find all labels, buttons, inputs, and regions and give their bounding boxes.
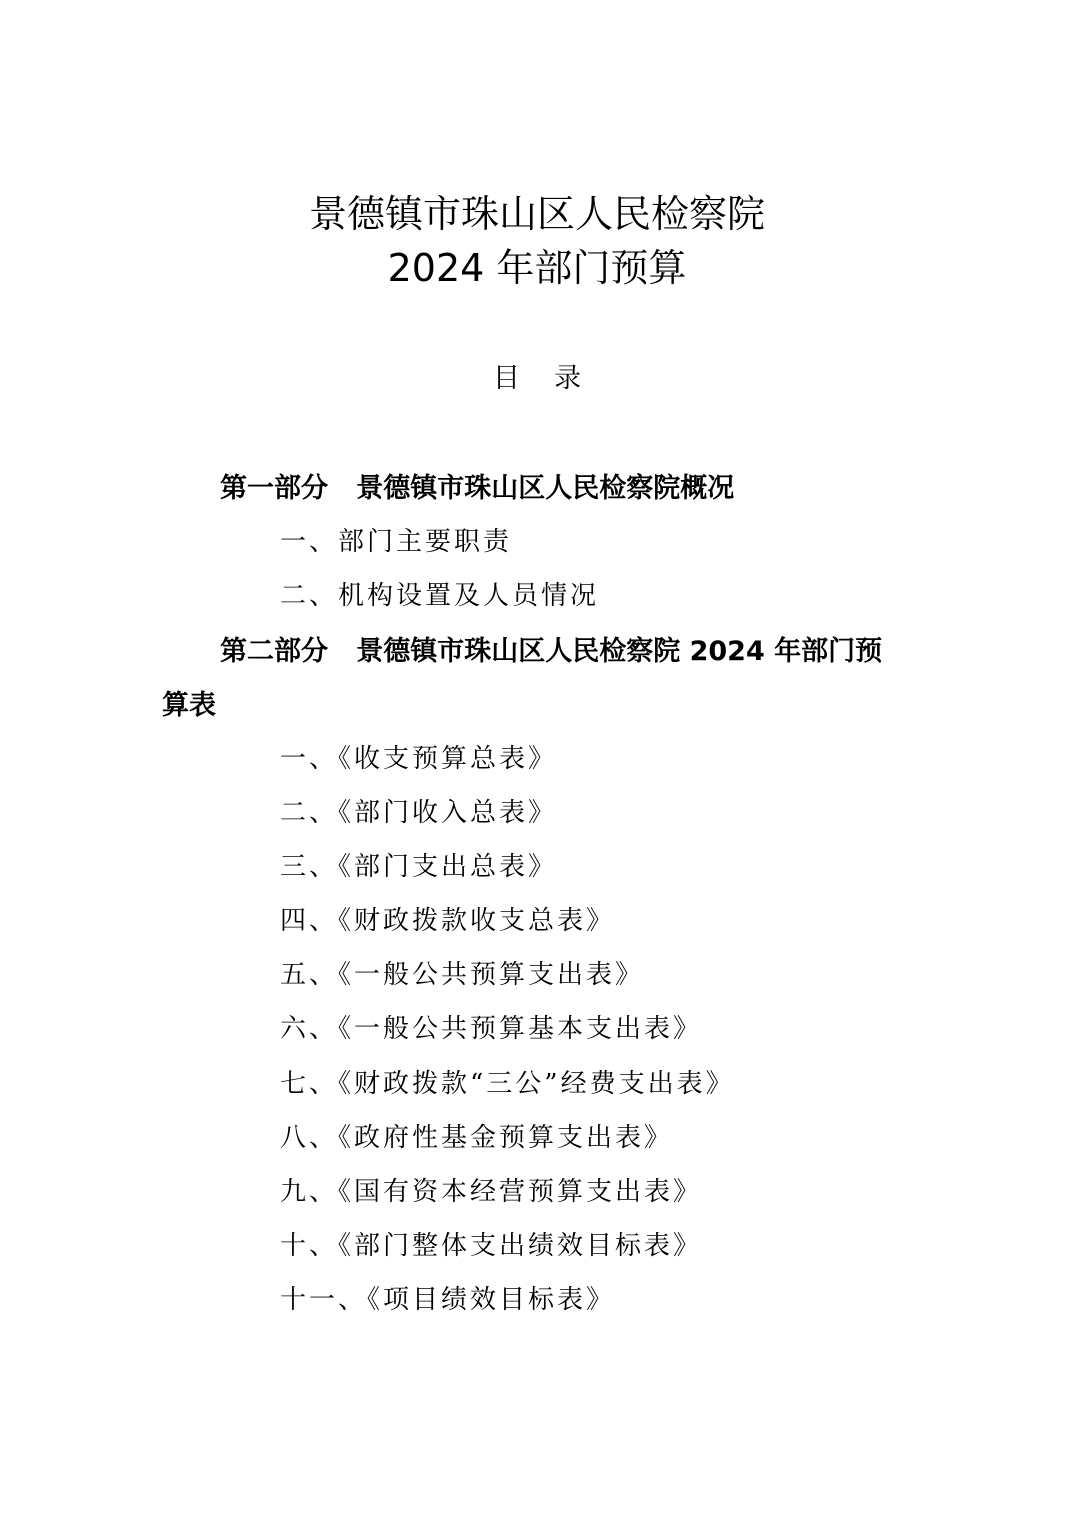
part-2-item: 六、《一般公共预算基本支出表》 — [280, 1014, 703, 1044]
part-2-heading-line-2: 算表 — [162, 690, 216, 721]
part-2-item: 二、《部门收入总表》 — [280, 798, 558, 828]
part-2-item: 三、《部门支出总表》 — [280, 852, 558, 882]
part-1-item: 一、部门主要职责 — [280, 527, 513, 557]
part-2-item: 十、《部门整体支出绩效目标表》 — [280, 1231, 703, 1261]
part-2-item: 八、《政府性基金预算支出表》 — [280, 1123, 674, 1153]
part-2-item: 十一、《项目绩效目标表》 — [280, 1285, 616, 1315]
part-2-item: 七、《财政拨款“三公”经费支出表》 — [280, 1069, 735, 1099]
part-2-item: 五、《一般公共预算支出表》 — [280, 960, 645, 990]
part-1-heading: 第一部分 景德镇市珠山区人民检察院概况 — [220, 473, 735, 504]
part-2-heading-line-1: 第二部分 景德镇市珠山区人民检察院 2024 年部门预 — [220, 636, 883, 667]
document-title-line-1: 景德镇市珠山区人民检察院 — [308, 192, 765, 236]
part-2-item: 一、《收支预算总表》 — [280, 744, 558, 774]
part-2-item: 九、《国有资本经营预算支出表》 — [280, 1177, 703, 1207]
part-1-item: 二、机构设置及人员情况 — [280, 581, 600, 611]
part-2-item: 四、《财政拨款收支总表》 — [280, 906, 616, 936]
document-title-line-2: 2024 年部门预算 — [387, 246, 687, 290]
toc-heading: 目 录 — [492, 363, 582, 394]
